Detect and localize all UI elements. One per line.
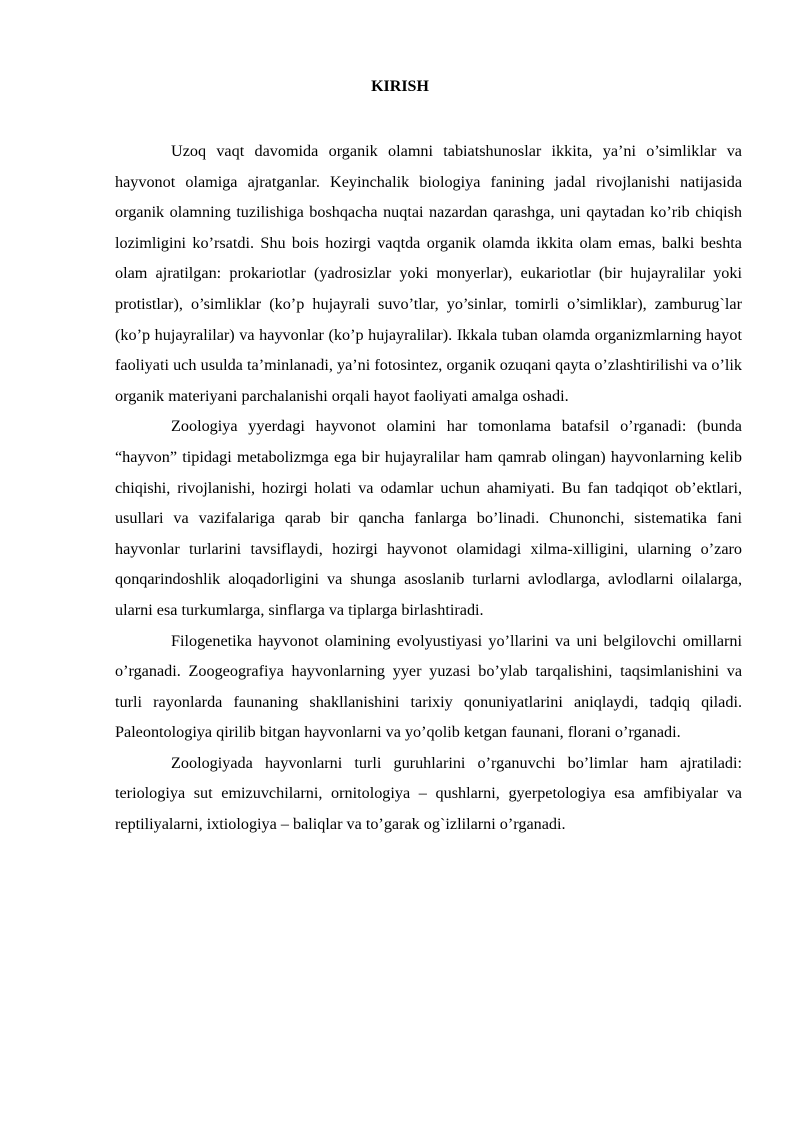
paragraph-intro: Uzoq vaqt davomida organik olamni tabiatshunoslar ikkita, ya’ni o’simliklar va hayvonot olamiga ajratganlar. Keyinchalik biologiya fanining jadal rivojlanishi natijasida organik olamning tuzilishiga boshqacha nuqtai nazardan qarashga, uni qaytadan ko’rib chiqish lozimligini ko’rsatdi. Shu bois hozirgi vaqtda organik olamda ikkita olam emas, balki beshta olam ajratilgan: prokariotlar (yadrosizlar yoki monyerlar), eukariotlar (bir hujayralilar yoki protistlar), o’simliklar (ko’p hujayrali suvo’tlar, yo’sinlar, tomirli o’simliklar), zamburug`lar (ko’p hujayralilar) va hayvonlar (ko’p hujayralilar). Ikkala tuban olamda organizmlarning hayot faoliyati uch usulda ta’minlanadi, ya’ni fotosintez, organik ozuqani qayta o’zlashtirilishi va o’lik organik materiyani parchalanishi orqali hayot faoliyati amalga oshadi. [115,142,742,405]
paragraph-phylogenetics: Filogenetika hayvonot olamining evolyustiyasi yo’llarini va uni belgilovchi omillarni o’rganadi. Zoogeografiya hayvonlarning yyer yuzasi bo’ylab tarqalishini, taqsimlanishini va turli rayonlarda faunaning shakllanishini tarixiy qonuniyatlarini aniqlaydi, tadqiq qiladi. Paleontologiya qirilib bitgan hayvonlarni va yo’qolib ketgan faunani, florani o’rganadi. [115,631,742,742]
paragraph-zoology-sections: Zoologiyada hayvonlarni turli guruhlarini o’rganuvchi bo’limlar ham ajratiladi: teriologiya sut emizuvchilarni, ornitologiya – qushlarni, gyerpetologiya esa amfibiyalar va reptiliyalarni, ixtiologiya – baliqlar va to’garak og`izlilarni o’rganadi. [115,753,742,834]
paragraph-zoology: Zoologiya yyerdagi hayvonot olamini har tomonlama batafsil o’rganadi: (bunda “hayvon” tipidagi metabolizmga ega bir hujayralilar ham qamrab olingan) hayvonlarning kelib chiqishi, rivojlanishi, hozirgi holati va odamlar uchun ahamiyati. Bu fan tadqiqot ob’ektlari, usullari va vazifalariga qarab bir qancha fanlarga bo’linadi. Chunonchi, sistematika fani hayvonlar turlarini tavsiflaydi, hozirgi hayvonot olamidagi xilma-xilligini, ularning o’zaro qonqarindoshlik aloqadorligini va shunga asoslanib turlarni avlodlarga, avlodlarni oilalarga, ularni esa turkumlarga, sinflarga va tiplarga birlashtiradi. [115,417,742,619]
page-title: KIRISH [371,78,429,95]
document-body [115,136,742,840]
